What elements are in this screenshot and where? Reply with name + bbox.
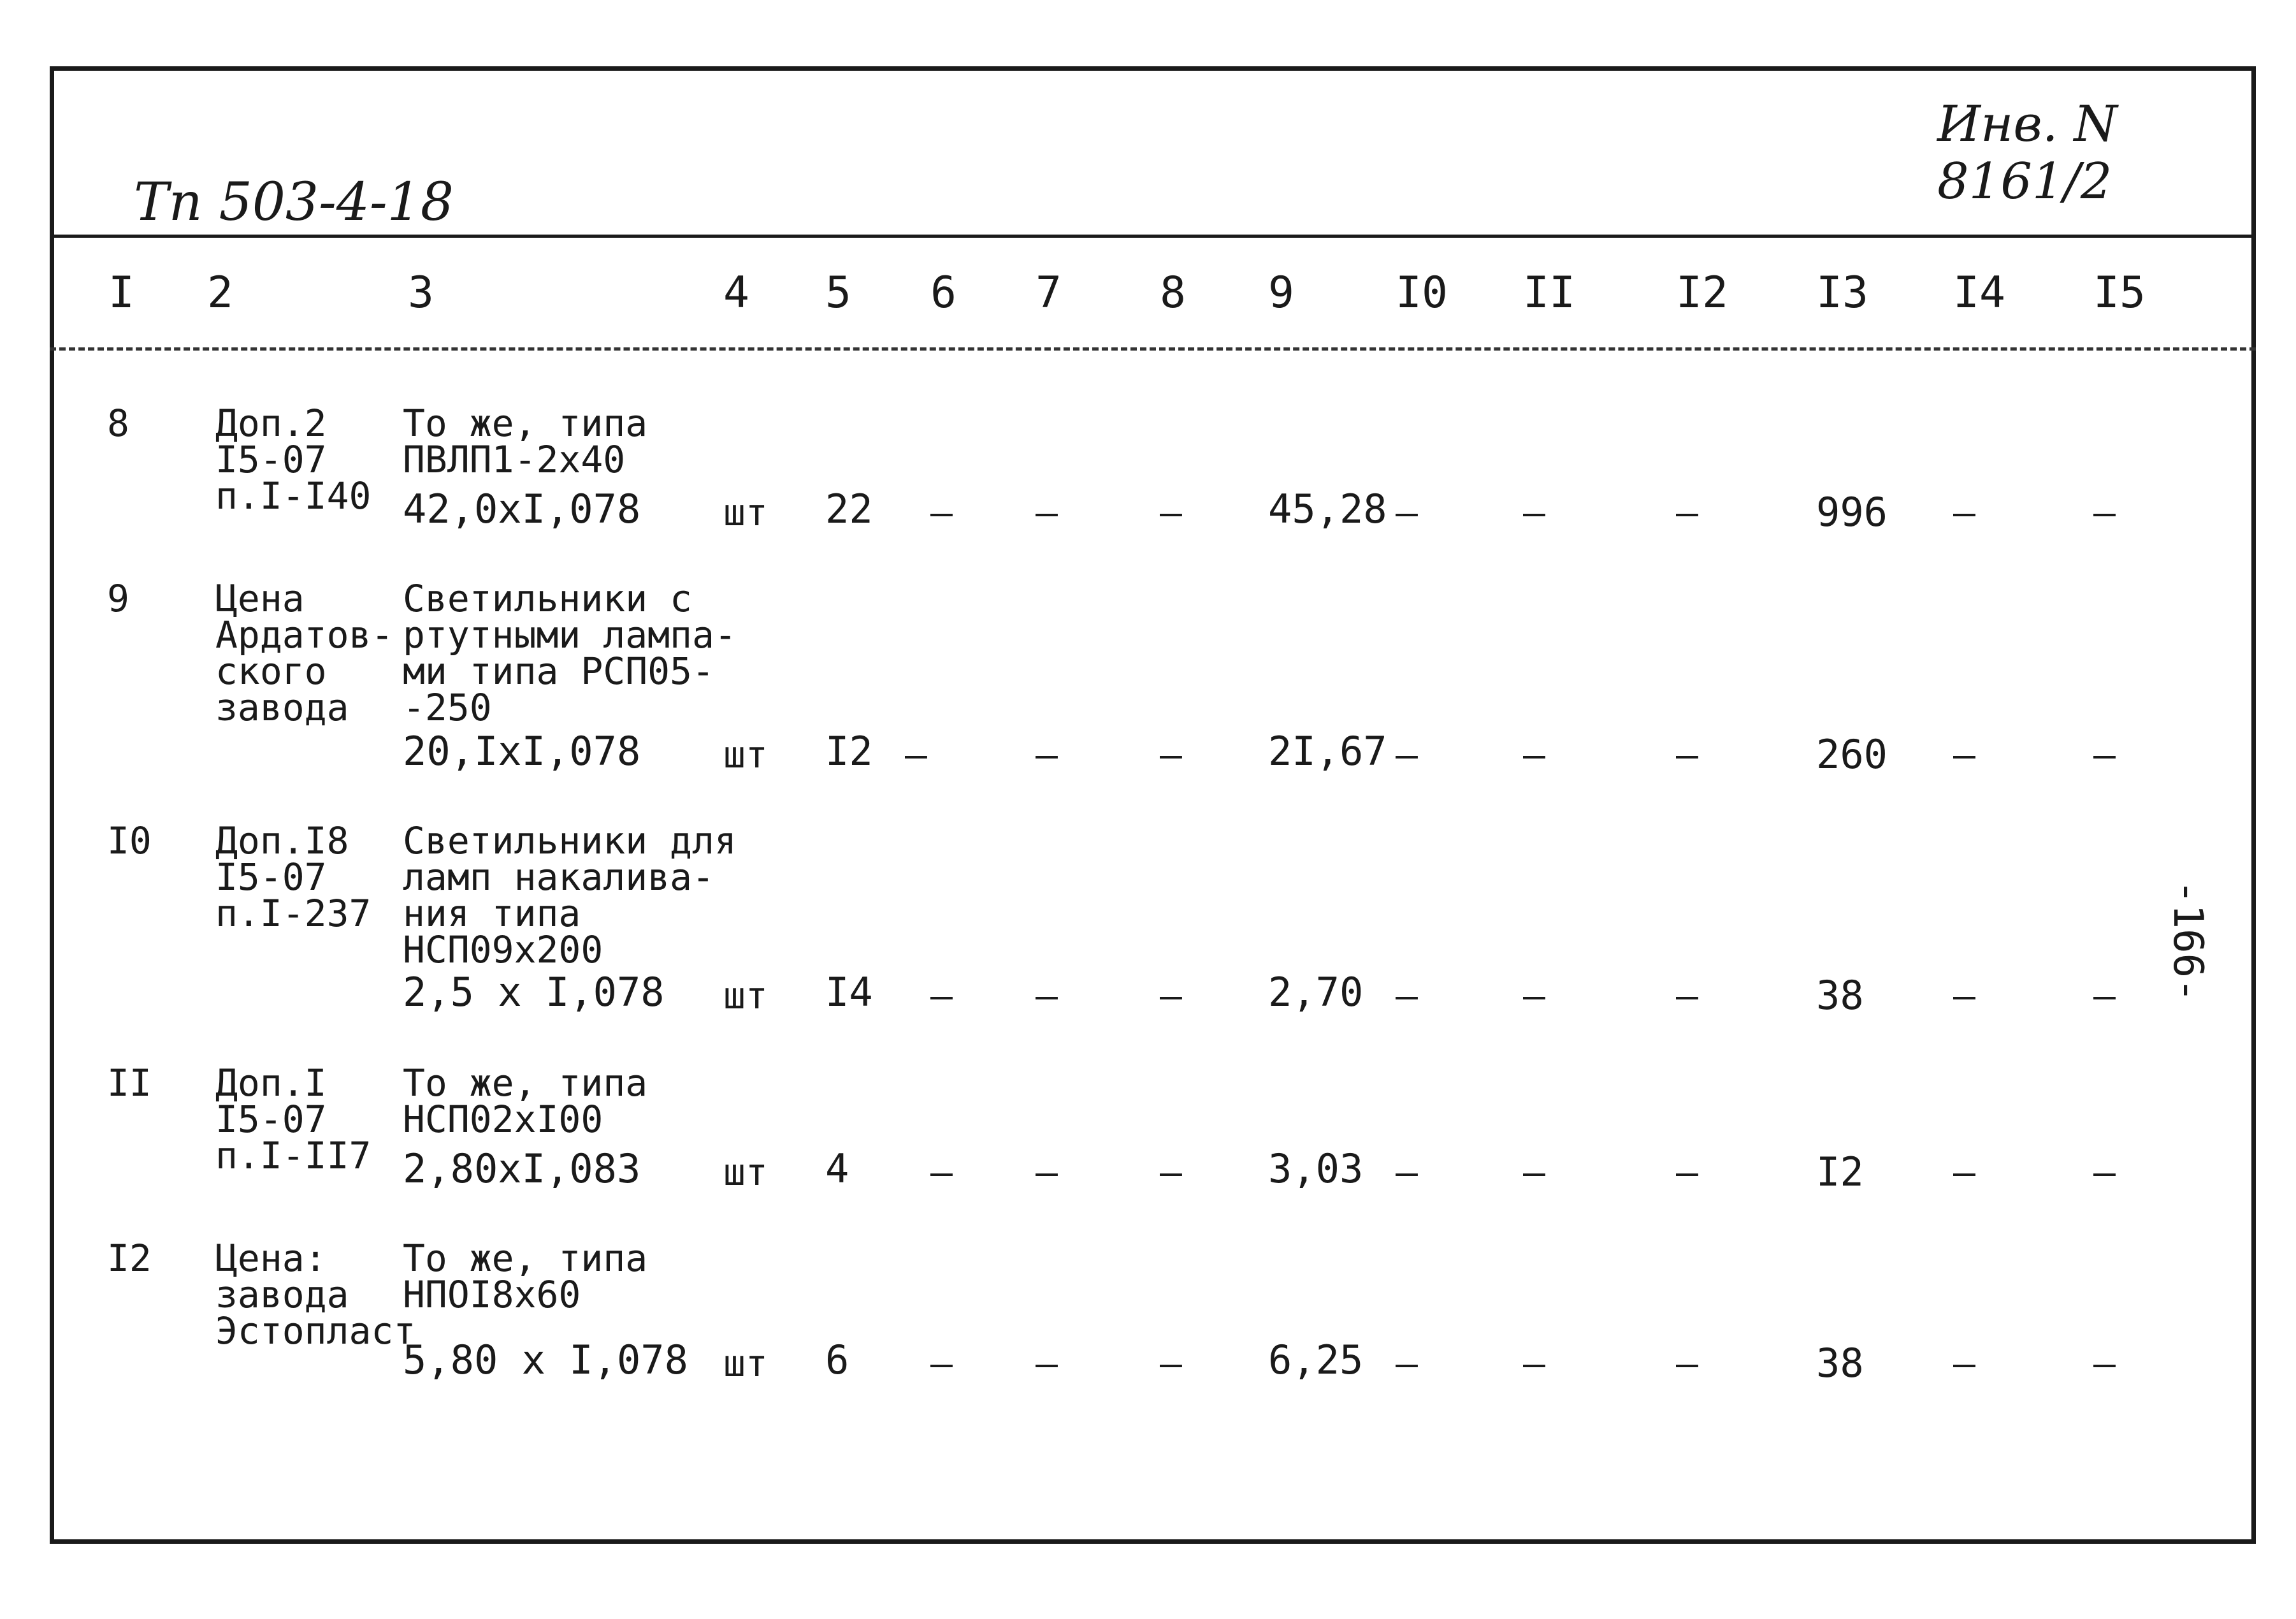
quantity: 22 xyxy=(825,486,873,532)
col-14: – xyxy=(1953,1342,1975,1385)
basis-line: Цена: xyxy=(215,1237,327,1280)
column-number: 3 xyxy=(408,268,434,318)
col-12: – xyxy=(1676,1151,1698,1194)
basis-line: ского xyxy=(215,650,327,693)
calc-formula: 2,80хI,083 xyxy=(403,1145,641,1192)
col-9: 2,70 xyxy=(1268,969,1364,1015)
item-name-line: НПОI8х60 xyxy=(403,1273,581,1316)
row-number: 8 xyxy=(107,402,129,445)
basis-line: I5-07 xyxy=(215,855,327,899)
page-number: -166- xyxy=(2164,880,2211,1003)
calc-formula: 5,80 х I,078 xyxy=(403,1337,688,1383)
col-13: I2 xyxy=(1816,1149,1864,1195)
col-14: – xyxy=(1953,491,1975,534)
col-8: – xyxy=(1160,491,1182,534)
row-number: I0 xyxy=(107,819,152,862)
col-14: – xyxy=(1953,974,1975,1017)
basis-line: I5-07 xyxy=(215,438,327,481)
item-name-line: Светильники с xyxy=(403,577,692,620)
col-13: 260 xyxy=(1816,731,1888,778)
basis-line: Цена xyxy=(215,577,305,620)
col-11: – xyxy=(1523,1151,1545,1194)
column-number: I4 xyxy=(1953,268,2005,318)
row-number: 9 xyxy=(107,577,129,620)
col-11: – xyxy=(1523,733,1545,776)
item-name-line: То же, типа xyxy=(403,402,648,445)
col-6: – xyxy=(930,1151,953,1194)
basis-line: Доп.2 xyxy=(215,402,327,445)
column-number: I xyxy=(108,268,134,318)
column-number: I0 xyxy=(1396,268,1448,318)
item-name-line: Светильники для xyxy=(403,819,737,862)
col-15: – xyxy=(2093,733,2116,776)
quantity: 4 xyxy=(825,1145,849,1192)
col-15: – xyxy=(2093,1151,2116,1194)
quantity: I4 xyxy=(825,969,873,1015)
unit: шт xyxy=(723,733,768,776)
col-8: – xyxy=(1160,733,1182,776)
unit: шт xyxy=(723,974,768,1017)
col-12: – xyxy=(1676,974,1698,1017)
col-9: 6,25 xyxy=(1268,1337,1364,1383)
quantity: I2 xyxy=(825,728,873,774)
column-number: 2 xyxy=(207,268,233,318)
col-11: – xyxy=(1523,1342,1545,1385)
column-number: 6 xyxy=(930,268,957,318)
document-code: Тп 503-4-18 xyxy=(134,172,454,233)
item-name-line: То же, типа xyxy=(403,1061,648,1105)
basis-line: п.I-237 xyxy=(215,892,372,935)
item-name-line: ПВЛП1-2х40 xyxy=(403,438,626,481)
unit: шт xyxy=(723,491,768,534)
column-number: I2 xyxy=(1676,268,1728,318)
item-name-line: ртутными лампа- xyxy=(403,613,737,657)
quantity: 6 xyxy=(825,1337,849,1383)
col-6: – xyxy=(905,733,927,776)
col-13: 996 xyxy=(1816,489,1888,535)
item-name-line: То же, типа xyxy=(403,1237,648,1280)
basis-line: завода xyxy=(215,1273,349,1316)
column-number: 8 xyxy=(1160,268,1186,318)
col-11: – xyxy=(1523,974,1545,1017)
col-8: – xyxy=(1160,974,1182,1017)
col-7: – xyxy=(1036,974,1058,1017)
item-name-line: -250 xyxy=(403,686,492,729)
basis-line: I5-07 xyxy=(215,1098,327,1141)
col-13: 38 xyxy=(1816,972,1864,1019)
col-12: – xyxy=(1676,1342,1698,1385)
item-name-line: ламп накалива- xyxy=(403,855,714,899)
basis-line: Эстопласт xyxy=(215,1309,416,1353)
col-8: – xyxy=(1160,1151,1182,1194)
basis-line: Доп.I8 xyxy=(215,819,349,862)
unit: шт xyxy=(723,1151,768,1194)
item-name-line: НСП02хI00 xyxy=(403,1098,603,1141)
col-9: 2I,67 xyxy=(1268,728,1387,774)
basis-line: п.I-I40 xyxy=(215,474,372,518)
column-number: I5 xyxy=(2093,268,2146,318)
basis-line: Ардатов- xyxy=(215,613,394,657)
col-10: – xyxy=(1396,733,1418,776)
col-10: – xyxy=(1396,491,1418,534)
col-10: – xyxy=(1396,974,1418,1017)
basis-line: завода xyxy=(215,686,349,729)
item-name-line: ния типа xyxy=(403,892,581,935)
col-11: – xyxy=(1523,491,1545,534)
col-6: – xyxy=(930,974,953,1017)
column-header-rule xyxy=(50,347,2256,351)
col-10: – xyxy=(1396,1342,1418,1385)
col-8: – xyxy=(1160,1342,1182,1385)
col-7: – xyxy=(1036,1342,1058,1385)
col-15: – xyxy=(2093,974,2116,1017)
column-number: II xyxy=(1523,268,1575,318)
col-7: – xyxy=(1036,1151,1058,1194)
column-number: I3 xyxy=(1816,268,1868,318)
col-9: 3,03 xyxy=(1268,1145,1364,1192)
basis-line: Доп.I xyxy=(215,1061,327,1105)
item-name-line: НСП09х200 xyxy=(403,928,603,971)
item-name-line: ми типа РСП05- xyxy=(403,650,714,693)
col-6: – xyxy=(930,1342,953,1385)
basis-line: п.I-II7 xyxy=(215,1134,372,1177)
inventory-number: Инв. N 8161/2 xyxy=(1937,96,2118,210)
column-number: 9 xyxy=(1268,268,1294,318)
row-number: I2 xyxy=(107,1237,152,1280)
col-9: 45,28 xyxy=(1268,486,1387,532)
col-14: – xyxy=(1953,733,1975,776)
col-15: – xyxy=(2093,491,2116,534)
col-12: – xyxy=(1676,733,1698,776)
unit: шт xyxy=(723,1342,768,1385)
col-13: 38 xyxy=(1816,1340,1864,1386)
column-number: 4 xyxy=(723,268,749,318)
column-number: 5 xyxy=(825,268,851,318)
col-12: – xyxy=(1676,491,1698,534)
col-7: – xyxy=(1036,491,1058,534)
calc-formula: 42,0хI,078 xyxy=(403,486,641,532)
row-number: II xyxy=(107,1061,152,1105)
col-10: – xyxy=(1396,1151,1418,1194)
col-14: – xyxy=(1953,1151,1975,1194)
col-6: – xyxy=(930,491,953,534)
calc-formula: 20,IхI,078 xyxy=(403,728,641,774)
calc-formula: 2,5 х I,078 xyxy=(403,969,665,1015)
col-15: – xyxy=(2093,1342,2116,1385)
column-number: 7 xyxy=(1036,268,1062,318)
col-7: – xyxy=(1036,733,1058,776)
header-rule xyxy=(50,235,2256,238)
